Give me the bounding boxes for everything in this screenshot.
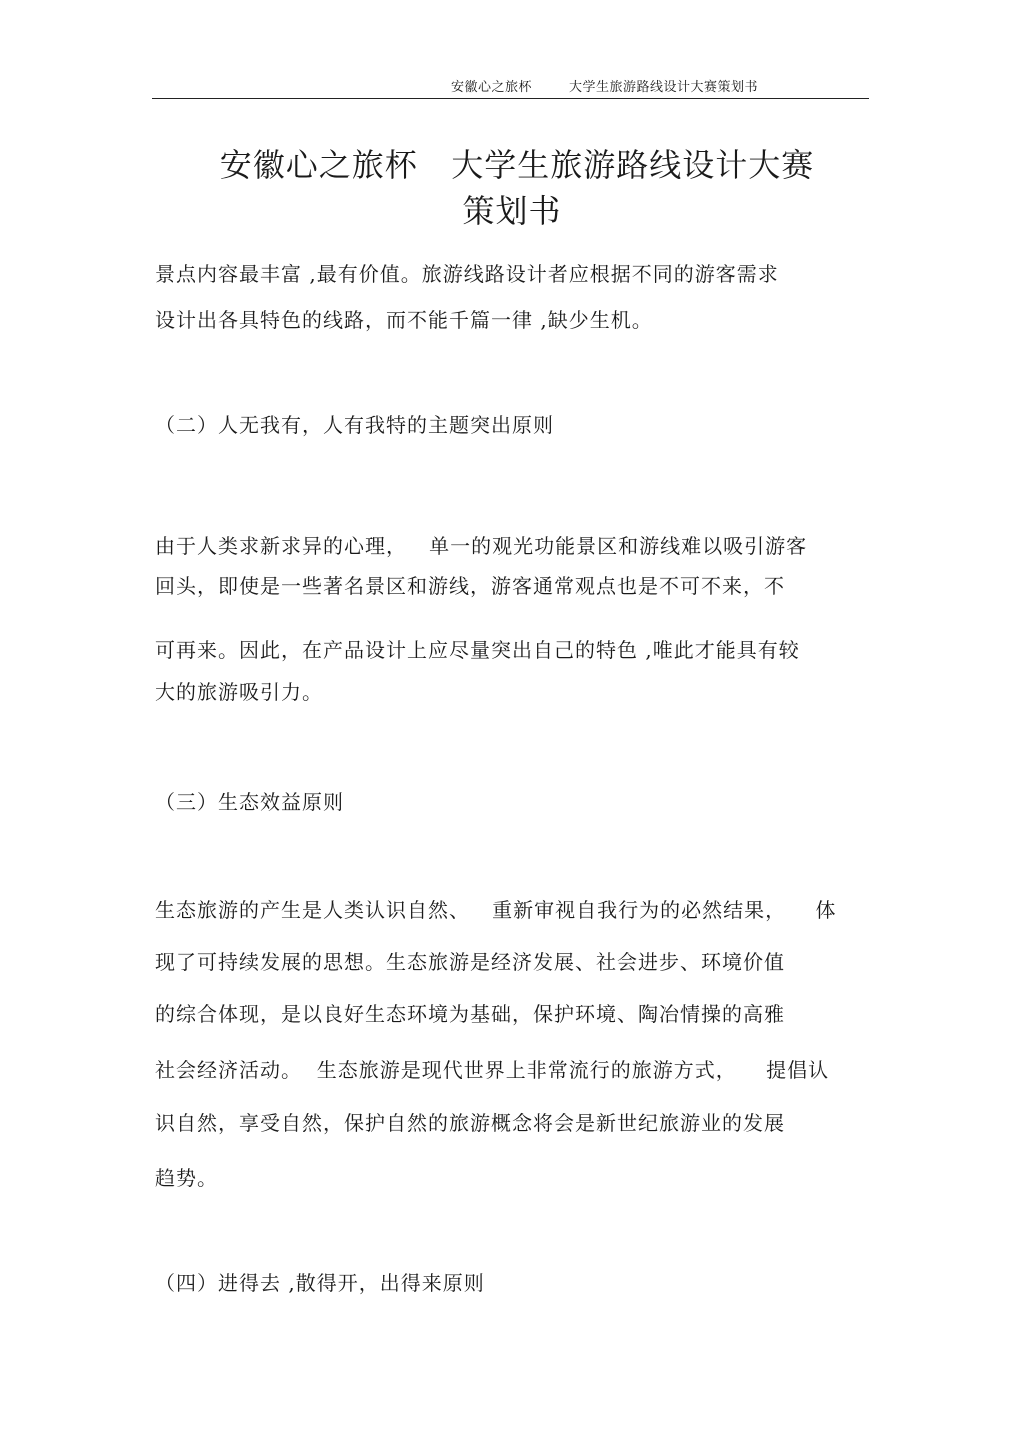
header-event-name: 安徽心之旅杯	[451, 80, 533, 95]
document-title-line-2: 策划书	[462, 192, 562, 230]
header-document-title: 大学生旅游路线设计大赛策划书	[569, 80, 759, 95]
header-divider	[152, 98, 869, 99]
paragraph-3-line-3: 的综合体现，是以良好生态环境为基础，保护环境、陶冶情操的高雅	[155, 1002, 785, 1026]
paragraph-3-line-2: 现了可持续发展的思想。生态旅游是经济发展、社会进步、环境价值	[155, 950, 785, 974]
paragraph-3-line-6: 趋势。	[155, 1166, 218, 1190]
paragraph-2-line-2: 回头，即使是一些著名景区和游线，游客通常观点也是不可不来，不	[155, 574, 785, 598]
paragraph-2-line-1: 由于人类求新求异的心理， 单一的观光功能景区和游线难以吸引游客	[155, 534, 808, 558]
paragraph-2-line-4: 大的旅游吸引力。	[155, 680, 323, 704]
paragraph-1-line-2: 设计出各具特色的线路，而不能千篇一律 ,缺少生机。	[155, 308, 653, 332]
paragraph-3-line-5: 识自然，享受自然，保护自然的旅游概念将会是新世纪旅游业的发展	[155, 1111, 785, 1135]
paragraph-2-line-3: 可再来。因此，在产品设计上应尽量突出自己的特色 ,唯此才能具有较	[155, 638, 800, 662]
document-title-line-1: 安徽心之旅杯 大学生旅游路线设计大赛	[219, 146, 815, 184]
paragraph-3-line-1: 生态旅游的产生是人类认识自然、 重新审视自我行为的必然结果， 体	[155, 898, 837, 922]
paragraph-3-line-4: 社会经济活动。 生态旅游是现代世界上非常流行的旅游方式， 提倡认	[155, 1058, 830, 1082]
section-heading-4: （四）进得去 ,散得开，出得来原则	[155, 1271, 485, 1295]
section-heading-2: （二）人无我有，人有我特的主题突出原则	[155, 413, 554, 437]
paragraph-1-line-1: 景点内容最丰富 ,最有价值。旅游线路设计者应根据不同的游客需求	[155, 262, 779, 286]
section-heading-3: （三）生态效益原则	[155, 790, 344, 814]
